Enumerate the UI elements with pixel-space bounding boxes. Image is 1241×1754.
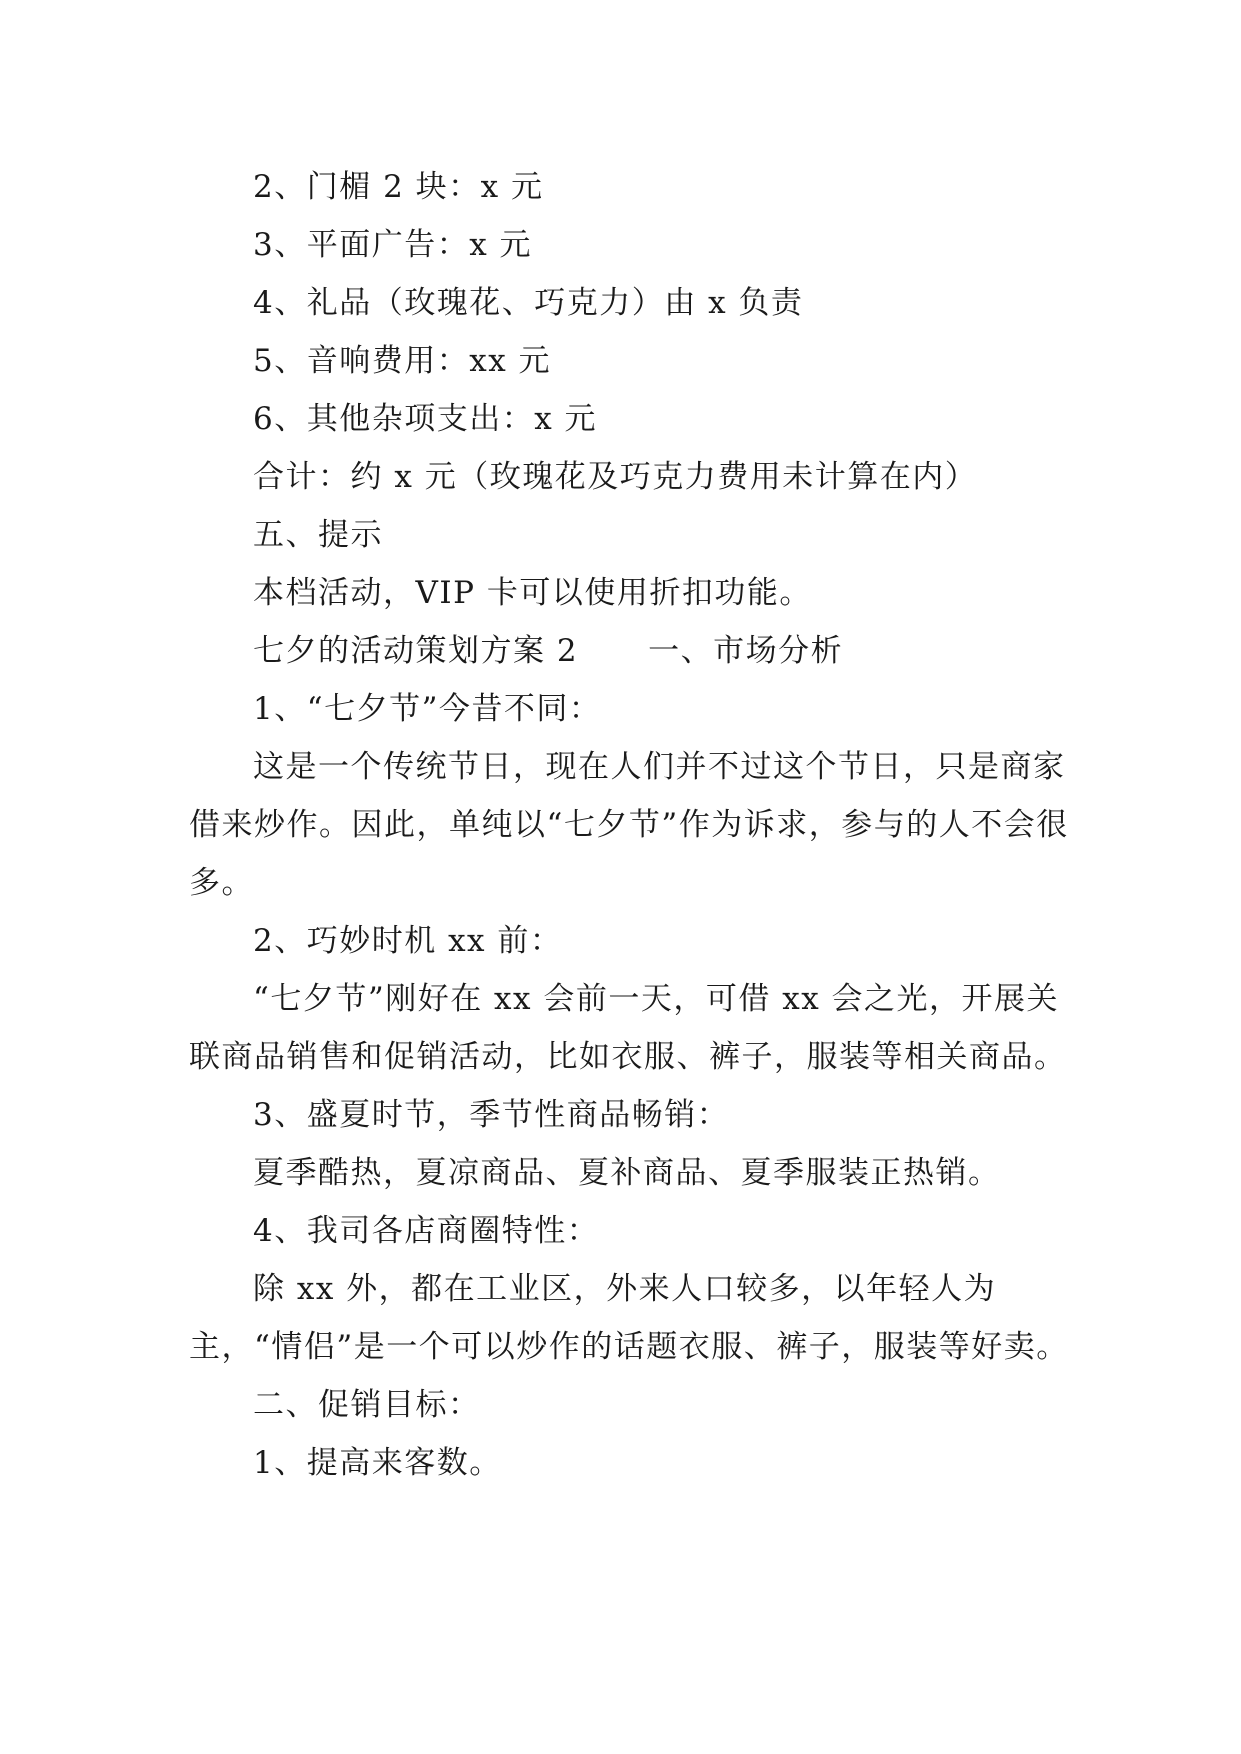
plan-title: 七夕的活动策划方案 2 bbox=[253, 633, 579, 669]
paragraph-summer: 夏季酷热，夏凉商品、夏补商品、夏季服装正热销。 bbox=[253, 1155, 1001, 1191]
document-body bbox=[189, 158, 1087, 1492]
paragraph-vip-note: 本档活动，VIP 卡可以使用折扣功能。 bbox=[253, 575, 812, 611]
paragraph-expense-5: 5、音响费用：xx 元 bbox=[253, 343, 552, 379]
subheading-summer: 3、盛夏时节，季节性商品畅销： bbox=[253, 1097, 730, 1133]
paragraph-expense-4: 4、礼品（玫瑰花、巧克力）由 x 负责 bbox=[253, 285, 804, 321]
paragraph-traditional-festival: 这是一个传统节日，现在人们并不过这个节日，只是商家借来炒作。因此，单纯以“七夕节”作为诉求，参与的人不会很多。 bbox=[189, 749, 1069, 901]
paragraph-expense-6: 6、其他杂项支出：x 元 bbox=[253, 401, 598, 437]
plan-title-line bbox=[189, 622, 1087, 680]
paragraph-total: 合计：约 x 元（玫瑰花及巧克力费用未计算在内） bbox=[253, 459, 978, 495]
paragraph-store-features: 除 xx 外，都在工业区，外来人口较多，以年轻人为主，“情侣”是一个可以炒作的话题衣服、裤子，服装等好卖。 bbox=[189, 1271, 1069, 1365]
subheading-timing: 2、巧妙时机 xx 前： bbox=[253, 923, 563, 959]
section-heading-tips: 五、提示 bbox=[253, 517, 383, 553]
section-heading-market-analysis: 一、市场分析 bbox=[648, 633, 844, 669]
paragraph-timing: “七夕节”刚好在 xx 会前一天，可借 xx 会之光，开展关联商品销售和促销活动，比如衣服、裤子，服装等相关商品。 bbox=[189, 981, 1067, 1075]
subheading-store-features: 4、我司各店商圈特性： bbox=[253, 1213, 600, 1249]
paragraph-goal-1: 1、提高来客数。 bbox=[253, 1445, 502, 1481]
section-heading-promotion-goals: 二、促销目标： bbox=[253, 1387, 481, 1423]
subheading-qixi-changes: 1、“七夕节”今昔不同： bbox=[253, 691, 602, 727]
paragraph-expense-3: 3、平面广告：x 元 bbox=[253, 227, 533, 263]
paragraph-expense-2: 2、门楣 2 块：x 元 bbox=[253, 169, 544, 205]
